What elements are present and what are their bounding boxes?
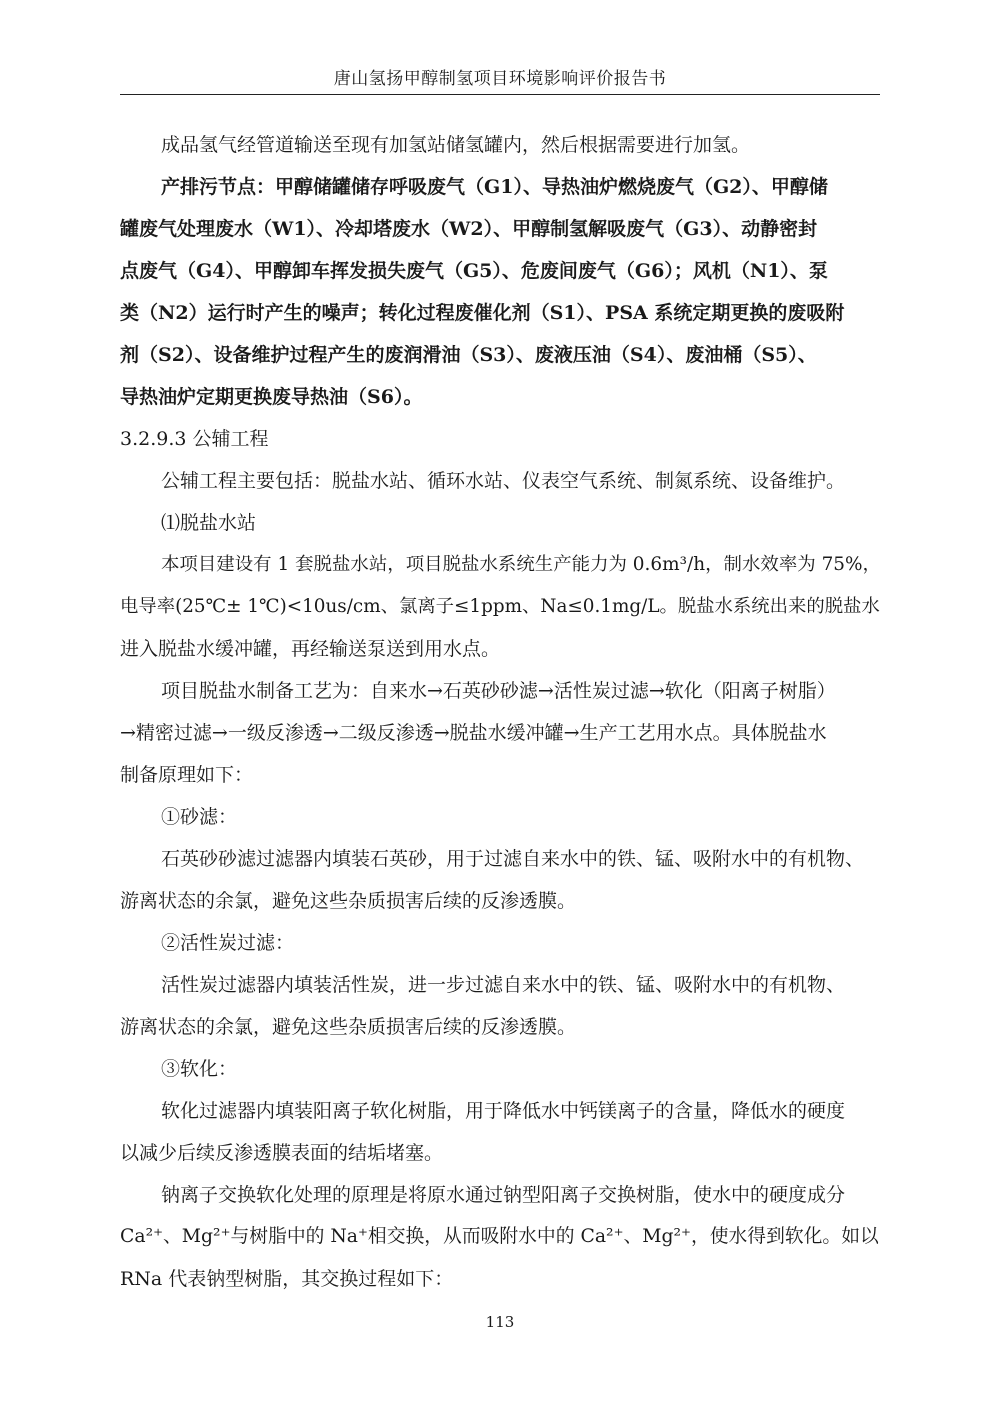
- body-line: RNa 代表钠型树脂，其交换过程如下：: [120, 1268, 454, 1290]
- body-line: Ca²⁺、Mg²⁺与树脂中的 Na⁺相交换，从而吸附水中的 Ca²⁺、Mg²⁺，使水得到软化。如以: [120, 1226, 879, 1247]
- section-heading: 3.2.9.3 公辅工程: [120, 428, 269, 450]
- body-line: 软化过滤器内填装阳离子软化树脂，用于降低水中钙镁离子的含量，降低水的硬度: [161, 1100, 846, 1122]
- body-line: 游离状态的余氯，避免这些杂质损害后续的反渗透膜。: [120, 890, 577, 912]
- body-line-bold: 类（N2）运行时产生的噪声；转化过程废催化剂（S1）、PSA 系统定期更换的废吸附: [120, 302, 845, 324]
- body-line-bold: 产排污节点：甲醇储罐储存呼吸废气（G1）、导热油炉燃烧废气（G2）、甲醇储: [161, 176, 828, 198]
- running-header: 唐山氢扬甲醇制氢项目环境影响评价报告书: [333, 69, 667, 89]
- list-item-heading: ②活性炭过滤：: [161, 932, 295, 954]
- subsection-heading: ⑴脱盐水站: [161, 512, 257, 534]
- body-line-bold: 剂（S2）、设备维护过程产生的废润滑油（S3）、废液压油（S4）、废油桶（S5）、: [120, 344, 817, 366]
- body-line: 项目脱盐水制备工艺为：自来水→石英砂砂滤→活性炭过滤→软化（阳离子树脂）: [161, 680, 836, 702]
- body-line: 进入脱盐水缓冲罐，再经输送泵送到用水点。: [120, 638, 501, 660]
- page-number: 113: [485, 1313, 515, 1331]
- body-line: 电导率(25℃± 1℃)<10us/cm、氯离子≤1ppm、Na≤0.1mg/L。脱盐水系统出来的脱盐水: [120, 596, 880, 617]
- body-line-bold: 导热油炉定期更换废导热油（S6）。: [120, 386, 423, 408]
- header-divider: [120, 94, 880, 95]
- list-item-heading: ①砂滤：: [161, 806, 238, 828]
- body-line-bold: 点废气（G4）、甲醇卸车挥发损失废气（G5）、危废间废气（G6）；风机（N1）、泵: [120, 260, 828, 282]
- list-item-heading: ③软化：: [161, 1058, 238, 1080]
- body-line: 公辅工程主要包括：脱盐水站、循环水站、仪表空气系统、制氮系统、设备维护。: [161, 470, 846, 492]
- body-line-bold: 罐废气处理废水（W1）、冷却塔废水（W2）、甲醇制氢解吸废气（G3）、动静密封: [120, 218, 818, 240]
- body-line: 以减少后续反渗透膜表面的结垢堵塞。: [120, 1142, 444, 1164]
- body-line: 制备原理如下：: [120, 764, 254, 786]
- body-line: 本项目建设有 1 套脱盐水站，项目脱盐水系统生产能力为 0.6m³/h，制水效率为 75%，: [161, 554, 881, 575]
- body-line: 钠离子交换软化处理的原理是将原水通过钠型阳离子交换树脂，使水中的硬度成分: [161, 1184, 846, 1206]
- body-line: →精密过滤→一级反渗透→二级反渗透→脱盐水缓冲罐→生产工艺用水点。具体脱盐水: [120, 722, 827, 744]
- body-line: 石英砂砂滤过滤器内填装石英砂，用于过滤自来水中的铁、锰、吸附水中的有机物、: [161, 848, 865, 870]
- body-line: 游离状态的余氯，避免这些杂质损害后续的反渗透膜。: [120, 1016, 577, 1038]
- body-line: 活性炭过滤器内填装活性炭，进一步过滤自来水中的铁、锰、吸附水中的有机物、: [161, 974, 846, 996]
- body-line: 成品氢气经管道输送至现有加氢站储氢罐内，然后根据需要进行加氢。: [161, 134, 751, 156]
